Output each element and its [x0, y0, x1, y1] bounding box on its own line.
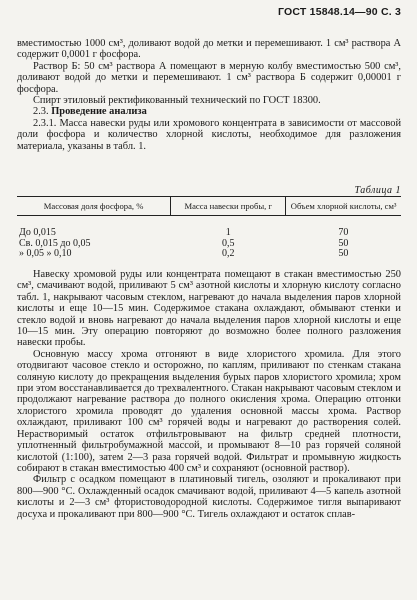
paragraph: Основную массу хрома отгоняют в виде хлористого хромила. Для этого отодвигают часовое стекло и осторожно, по каплям, приливают по стенкам стакана соляную кислоту до прекращения выделения бурых паров хлористого хромила; хром при этом восстанавливается до трехвалентного. Стакан накрывают часовым стеклом и продолжают нагревание раствора до полного окисления хрома. Операцию отгонки хлористого хромила проводят до удаления основной массы хрома. Раствор охлаждают, приливают 100 см³ горячей воды и нагревают до растворения солей. Нерастворимый остаток отфильтровывают на фильтр средней плотности, уплотненный фильтробумажной массой, и промывают 8—10 раз горячей соляной кислотой (1:100), затем 2—3 раза горячей водой. Фильтрат и промывную жидкость собирают в стакан вместимостью 400 см³ и сохраняют (основной раствор). — [17, 348, 401, 474]
cell: 70 — [338, 227, 349, 238]
table-caption: Таблица 1 — [354, 185, 401, 196]
header-sample-mass: Масса навески пробы, г — [171, 197, 286, 216]
page-header: ГОСТ 15848.14—90 С. 3 — [278, 6, 401, 18]
paragraph: вместимостью 1000 см³, доливают водой до метки и перемешивают. 1 см³ раствора А содержит 0,0001 г фосфора. — [17, 38, 401, 61]
paragraph: Спирт этиловый ректификованный технический по ГОСТ 18300. — [33, 95, 321, 107]
paragraph: Раствор Б: 50 см³ раствора А помещают в мерную колбу вместимостью 500 см³, доливают водой до метки и перемешивают. 1 см³ раствора Б содержит 0,00001 г фосфора. — [17, 60, 401, 95]
cell: 0,5 — [221, 237, 235, 249]
header-phosphorus: Массовая доля фосфора, % — [17, 197, 171, 216]
table-1 — [17, 196, 401, 260]
table-row — [17, 249, 401, 260]
cell: 1 — [225, 227, 231, 238]
section-title: Проведение анализа — [51, 106, 147, 118]
paragraph: Навеску хромовой руды или концентрата помещают в стакан вместимостью 250 см³, смачивают водой, приливают 5 см³ азотной кислоты и хлорную кислоту согласно табл. 1, накрывают часовым стеклом, нагревают до начала выделения паров хлорной кислоты и еще 10—15 мин. Содержимое стакана охлаждают, обмывают стенки и стекло водой и вновь нагревают до начала выделения паров хлорной кислоты и еще 10—15 мин. Эту операцию повторяют до возможно более полного разложения навески пробы. — [17, 269, 401, 349]
section-number: 2.3. — [33, 106, 49, 118]
table-row — [17, 216, 401, 239]
cell: 50 — [338, 237, 349, 249]
cell: 50 — [338, 248, 349, 259]
cell: До 0,015 — [19, 227, 56, 238]
header-acid-volume: Объем хлорной кислоты, см³ — [286, 197, 401, 216]
table-header-row — [17, 197, 401, 216]
paragraph: 2.3.1. Масса навески руды или хромового концентрата в зависимости от массовой доли фосфора и количество хлорной кислоты, необходимое для разложения материала, указаны в табл. 1. — [17, 117, 401, 152]
section-heading — [17, 106, 401, 117]
cell: 0,2 — [221, 248, 235, 259]
paragraph: Фильтр с осадком помещают в платиновый тигель, озоляют и прокаливают при 800—900 °С. Охлажденный осадок смачивают водой, приливают 4—5 капель азотной кислоты и 2—3 см³ фтористоводородной кислоты. Содержимое тигля выпаривают досуха и прокаливают при 800—900 °С. Тигель охлаждают и остаток сплав- — [17, 474, 401, 520]
cell: » 0,05 » 0,10 — [19, 248, 72, 259]
reagents-block — [17, 38, 401, 152]
analysis-block — [17, 269, 401, 520]
cell: Св. 0,015 до 0,05 — [19, 237, 91, 249]
